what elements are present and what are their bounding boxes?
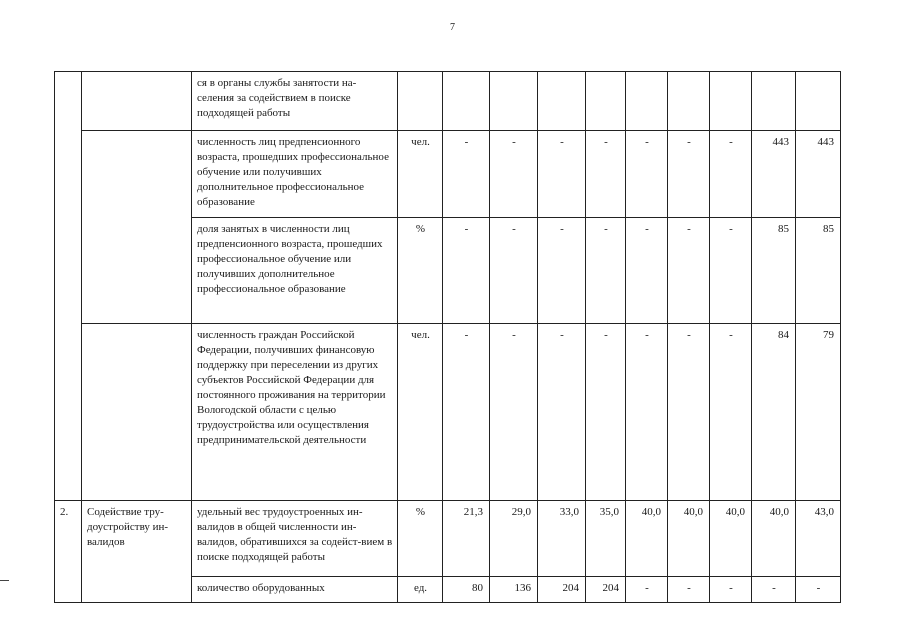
value-cell [668, 72, 710, 131]
unit-cell [398, 72, 443, 131]
value-cell: 85 [796, 218, 841, 324]
value-cell: 40,0 [710, 501, 752, 577]
value-cell: - [626, 324, 668, 501]
value-cell [752, 72, 796, 131]
row-number-cell: 2. [55, 501, 82, 603]
value-cell: 79 [796, 324, 841, 501]
program-name-cell: Содействие тру-доустройству ин-валидов [82, 501, 192, 603]
value-cell: 40,0 [752, 501, 796, 577]
value-cell: - [668, 131, 710, 218]
value-cell: 21,3 [443, 501, 490, 577]
value-cell: 204 [538, 577, 586, 603]
indicator-description: удельный вес трудоустроенных ин-валидов в общей численности ин-валидов, обратившихся за содейст-вием в поиске подходящей работы [192, 501, 398, 577]
row-number-cell [55, 72, 82, 501]
table-row [55, 324, 841, 501]
indicator-description: количество оборудованных [192, 577, 398, 603]
value-cell: - [538, 131, 586, 218]
table-row [55, 131, 841, 218]
value-cell: - [443, 218, 490, 324]
value-cell: 443 [752, 131, 796, 218]
value-cell: 204 [586, 577, 626, 603]
value-cell [796, 72, 841, 131]
value-cell: - [796, 577, 841, 603]
indicator-description: численность граждан Российской Федерации, получивших финансовую поддержку при переселении из других субъектов Российской Федерации для постоянного проживания на территории Вологодской области с целью трудоустройства или осуществления предпринимательской деятельности [192, 324, 398, 501]
value-cell [443, 72, 490, 131]
value-cell: 29,0 [490, 501, 538, 577]
value-cell: - [668, 324, 710, 501]
value-cell: 43,0 [796, 501, 841, 577]
value-cell: 40,0 [626, 501, 668, 577]
value-cell: - [626, 218, 668, 324]
unit-cell: ед. [398, 577, 443, 603]
value-cell: - [668, 218, 710, 324]
value-cell: - [443, 131, 490, 218]
program-name-cell [82, 72, 192, 131]
value-cell: 33,0 [538, 501, 586, 577]
value-cell: 85 [752, 218, 796, 324]
program-name-cell [82, 324, 192, 501]
value-cell: - [668, 577, 710, 603]
value-cell: - [710, 131, 752, 218]
value-cell [626, 72, 668, 131]
unit-cell: % [398, 218, 443, 324]
value-cell [490, 72, 538, 131]
value-cell [538, 72, 586, 131]
page-number: 7 [450, 22, 455, 33]
table-row [55, 72, 841, 131]
indicator-description: численность лиц предпенсионного возраста, прошедших профессиональное обучение или получивших дополнительное профессиональное образование [192, 131, 398, 218]
value-cell [586, 72, 626, 131]
value-cell: 136 [490, 577, 538, 603]
value-cell: - [490, 324, 538, 501]
margin-mark [0, 580, 9, 581]
value-cell: 40,0 [668, 501, 710, 577]
indicator-description: доля занятых в численности лиц предпенсионного возраста, прошедших профессиональное обучение или получивших дополнительное профессиональное образование [192, 218, 398, 324]
value-cell: - [538, 218, 586, 324]
value-cell: 443 [796, 131, 841, 218]
value-cell: - [710, 218, 752, 324]
value-cell: - [586, 324, 626, 501]
value-cell: - [586, 131, 626, 218]
value-cell: 35,0 [586, 501, 626, 577]
value-cell: 84 [752, 324, 796, 501]
value-cell: - [710, 324, 752, 501]
table-row [55, 501, 841, 577]
value-cell: - [752, 577, 796, 603]
value-cell: - [626, 131, 668, 218]
value-cell: - [586, 218, 626, 324]
indicator-table [54, 71, 841, 603]
value-cell: - [626, 577, 668, 603]
value-cell: - [538, 324, 586, 501]
unit-cell: чел. [398, 324, 443, 501]
unit-cell: чел. [398, 131, 443, 218]
value-cell [710, 72, 752, 131]
unit-cell: % [398, 501, 443, 577]
value-cell: - [443, 324, 490, 501]
program-name-cell [82, 131, 192, 324]
value-cell: 80 [443, 577, 490, 603]
value-cell: - [490, 131, 538, 218]
value-cell: - [490, 218, 538, 324]
indicator-description: ся в органы службы занятости на-селения за содействием в поиске подходящей работы [192, 72, 398, 131]
value-cell: - [710, 577, 752, 603]
